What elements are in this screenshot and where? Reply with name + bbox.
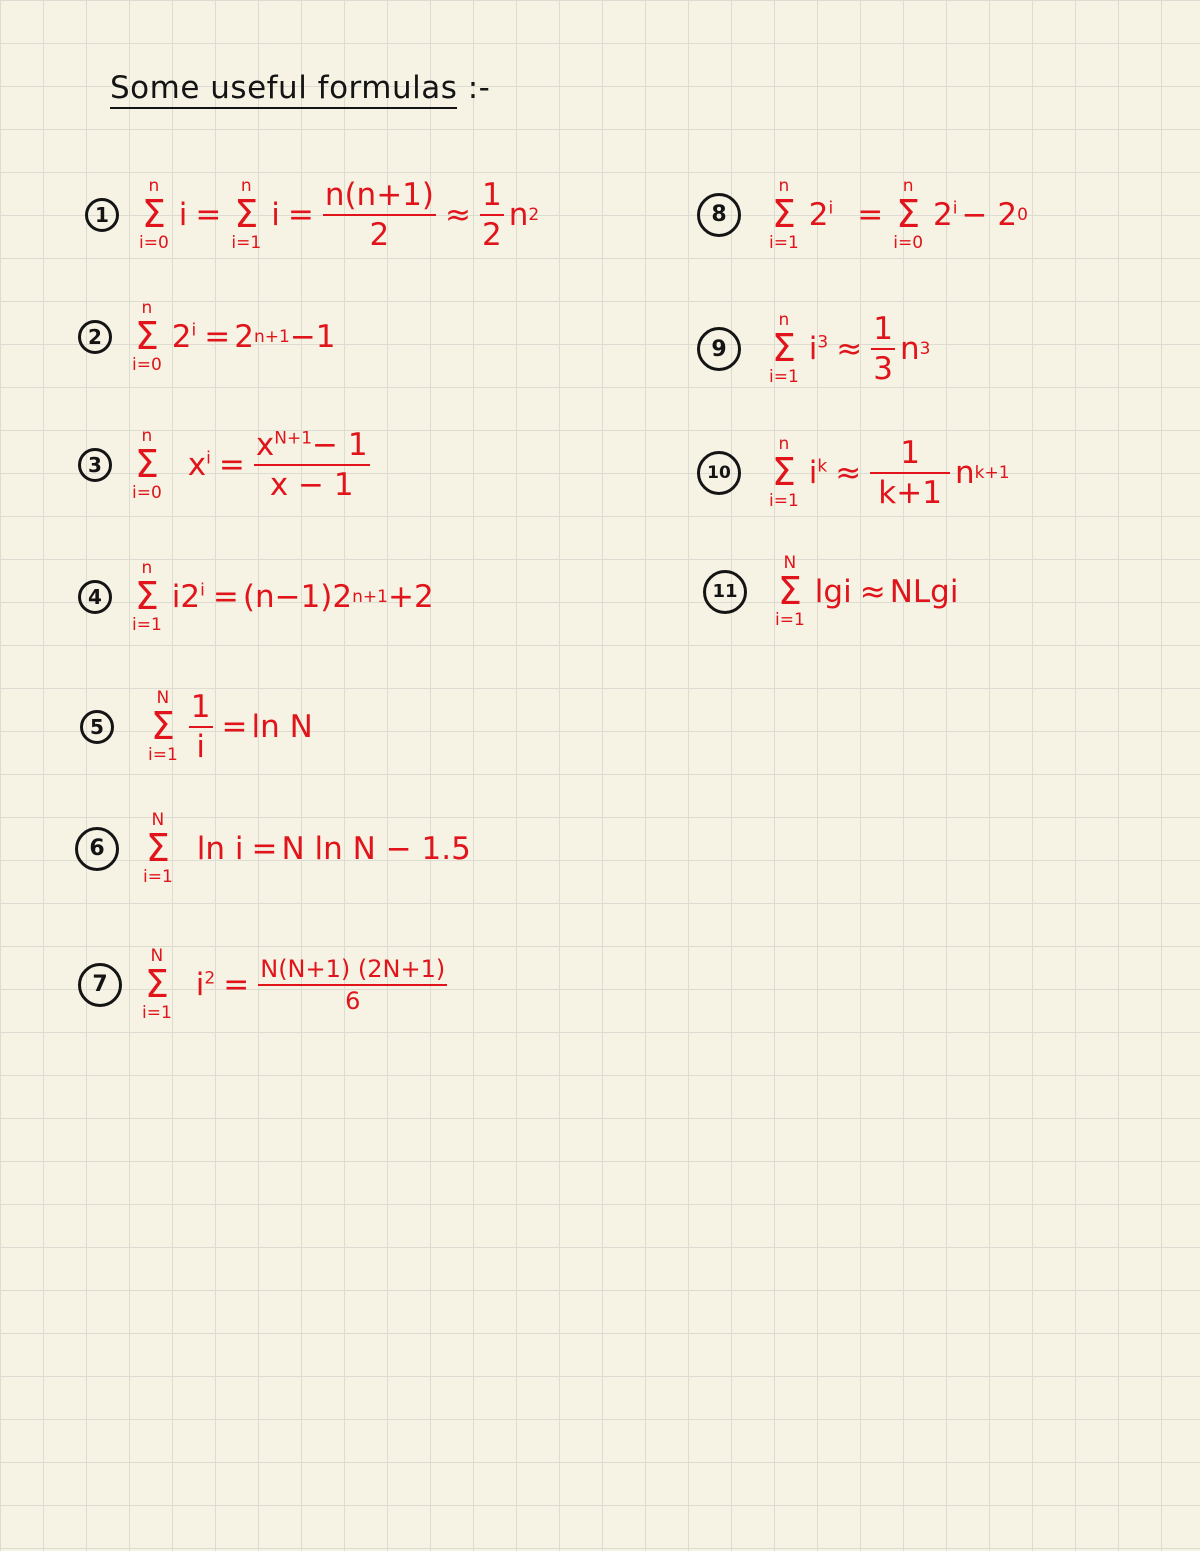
formula-5 — [80, 690, 313, 764]
term-exponent: i — [206, 448, 211, 469]
sum-upper: N — [151, 810, 165, 830]
denominator: x − 1 — [269, 467, 354, 504]
fraction — [254, 428, 370, 502]
rhs: NLgi — [889, 573, 959, 610]
tail: n — [899, 331, 920, 368]
tail-exponent: 3 — [919, 339, 931, 360]
equals: = — [221, 709, 248, 746]
summation — [769, 178, 799, 252]
denominator: 3 — [873, 351, 893, 388]
fraction — [323, 178, 436, 252]
sum-upper: N — [783, 553, 797, 573]
formula-4 — [78, 560, 434, 634]
sigma-icon: Σ — [771, 450, 796, 495]
sum-lower: i=0 — [132, 354, 162, 375]
formula-3 — [78, 428, 375, 502]
rhs-exponent: n+1 — [352, 586, 388, 607]
sum-upper: n — [240, 176, 252, 197]
numerator: 1 — [871, 312, 895, 350]
summation — [775, 555, 805, 629]
summation — [132, 428, 162, 502]
denominator: k+1 — [878, 475, 942, 512]
sigma-icon: Σ — [234, 192, 259, 237]
approx-sign: ≈ — [836, 331, 863, 368]
fraction — [480, 178, 504, 252]
numerator: 1 — [189, 690, 213, 728]
sum-lower: i=1 — [769, 367, 799, 388]
sum-term: i — [808, 455, 818, 492]
sigma-icon: Σ — [150, 704, 175, 749]
sigma-icon: Σ — [134, 442, 159, 487]
approx-sign: ≈ — [835, 455, 862, 492]
formula-number-11: 11 — [703, 570, 747, 614]
sum-upper: n — [778, 434, 790, 455]
sum-upper: n — [778, 310, 790, 331]
summation — [148, 690, 178, 764]
formula-8 — [697, 178, 1028, 252]
numerator: x — [255, 427, 275, 463]
sum-lower: i=1 — [143, 866, 173, 887]
numerator: 1 — [870, 436, 950, 474]
equals: = — [195, 197, 222, 234]
formula-number-9: 9 — [697, 327, 741, 371]
sum-lower: i=0 — [893, 232, 924, 253]
formula-number-2: 2 — [78, 320, 112, 354]
denominator: 6 — [345, 986, 361, 1015]
sum-term: 2 — [171, 318, 192, 355]
equals: = — [857, 196, 884, 233]
formula-number-7: 7 — [78, 963, 122, 1007]
sum-term: 2 — [808, 196, 829, 233]
sigma-icon: Σ — [771, 326, 796, 371]
sum-term: i — [178, 197, 188, 234]
numerator: n(n+1) — [323, 178, 436, 216]
fraction — [189, 690, 213, 764]
sum-lower: i=0 — [139, 233, 169, 254]
sum-lower: i=1 — [148, 745, 178, 766]
formula-6 — [75, 812, 471, 886]
equals: = — [223, 966, 250, 1003]
formula-2 — [78, 300, 336, 374]
sum-term: i — [271, 197, 280, 234]
formula-11 — [703, 555, 958, 629]
tail: − 2 — [961, 196, 1018, 233]
denominator: 2 — [369, 217, 390, 254]
summation — [139, 178, 169, 252]
summation — [231, 178, 261, 252]
rhs: 2 — [234, 318, 254, 355]
sum-term: x — [187, 447, 207, 484]
sum-term: lgi — [814, 573, 852, 610]
page-title — [110, 70, 490, 106]
equals: = — [212, 578, 239, 615]
sum-upper: n — [141, 426, 153, 447]
formula-number-5: 5 — [80, 710, 114, 744]
sum-lower: i=1 — [769, 232, 799, 253]
title-suffix: :- — [467, 70, 491, 106]
term-exponent: k — [817, 456, 828, 477]
sum-lower: i=1 — [769, 491, 799, 512]
formula-7 — [78, 948, 452, 1022]
sum-upper: n — [141, 298, 153, 318]
sigma-icon: Σ — [777, 569, 802, 613]
sum-lower: i=1 — [775, 609, 805, 630]
summation — [769, 312, 799, 386]
sum-upper: n — [902, 176, 914, 196]
summation — [893, 178, 923, 252]
rhs: ln N — [251, 709, 313, 746]
sum-upper: N — [150, 946, 164, 966]
approx-sign: ≈ — [859, 573, 886, 610]
sum-term: i — [808, 331, 818, 368]
sigma-icon: Σ — [771, 192, 796, 236]
numerator-exponent: N+1 — [274, 428, 313, 449]
summation — [132, 300, 162, 374]
sum-lower: i=1 — [132, 614, 162, 635]
term-exponent: i — [191, 320, 197, 341]
term-exponent: 3 — [817, 332, 829, 353]
formula-number-10: 10 — [697, 451, 741, 495]
denominator: i — [196, 729, 205, 766]
sum-term: 2 — [933, 196, 953, 233]
sum-upper: n — [778, 176, 790, 196]
sum-lower: i=1 — [231, 233, 262, 254]
summation — [142, 948, 172, 1022]
equals: = — [251, 830, 278, 867]
formula-10 — [697, 436, 1010, 510]
sigma-icon: Σ — [134, 314, 159, 358]
numerator-tail: − 1 — [312, 427, 368, 463]
fraction — [870, 436, 950, 510]
sum-lower: i=1 — [142, 1002, 172, 1023]
formula-number-3: 3 — [78, 448, 112, 482]
formula-number-6: 6 — [75, 827, 119, 871]
formula-number-4: 4 — [78, 580, 112, 614]
term-exponent: i — [200, 580, 205, 601]
sum-term: i2 — [171, 578, 201, 615]
tail-exponent: 2 — [528, 205, 540, 226]
tail: n — [955, 455, 975, 492]
sum-term: i — [195, 966, 205, 1003]
equals: = — [204, 318, 231, 355]
equals: = — [218, 447, 245, 484]
rhs-exponent: n+1 — [253, 326, 290, 347]
summation — [769, 436, 799, 510]
formula-number-8: 8 — [697, 193, 741, 237]
summation — [143, 812, 173, 886]
numerator: N(N+1) (2N+1) — [258, 956, 447, 986]
formula-number-1: 1 — [85, 198, 119, 232]
rhs: N ln N − 1.5 — [281, 830, 471, 867]
term-exponent: 2 — [204, 968, 216, 989]
summation — [132, 560, 162, 634]
sigma-icon: Σ — [144, 962, 169, 1006]
equals: = — [287, 197, 314, 234]
sum-term: ln i — [196, 830, 244, 867]
rhs: (n−1)2 — [242, 578, 353, 615]
rhs-tail: +2 — [387, 578, 434, 615]
sigma-icon: Σ — [145, 826, 170, 870]
sum-upper: N — [156, 688, 170, 709]
tail-exponent: k+1 — [974, 463, 1010, 484]
sum-upper: n — [141, 558, 153, 578]
term-exponent: i — [828, 198, 834, 219]
tail: n — [508, 197, 529, 234]
sigma-icon: Σ — [141, 192, 166, 237]
denominator: 2 — [481, 217, 502, 254]
sigma-icon: Σ — [896, 192, 921, 236]
term-exponent: i — [952, 198, 958, 219]
formula-9 — [697, 312, 930, 386]
tail-exponent: 0 — [1017, 204, 1028, 225]
fraction — [871, 312, 895, 386]
formula-1 — [85, 178, 539, 252]
fraction — [258, 956, 447, 1015]
numerator: 1 — [480, 178, 504, 216]
sum-lower: i=0 — [132, 483, 162, 504]
sum-upper: n — [148, 176, 160, 197]
title-text: Some useful formulas — [110, 70, 457, 109]
rhs-tail: −1 — [289, 318, 336, 355]
approx-sign: ≈ — [445, 197, 471, 234]
sigma-icon: Σ — [134, 574, 159, 618]
